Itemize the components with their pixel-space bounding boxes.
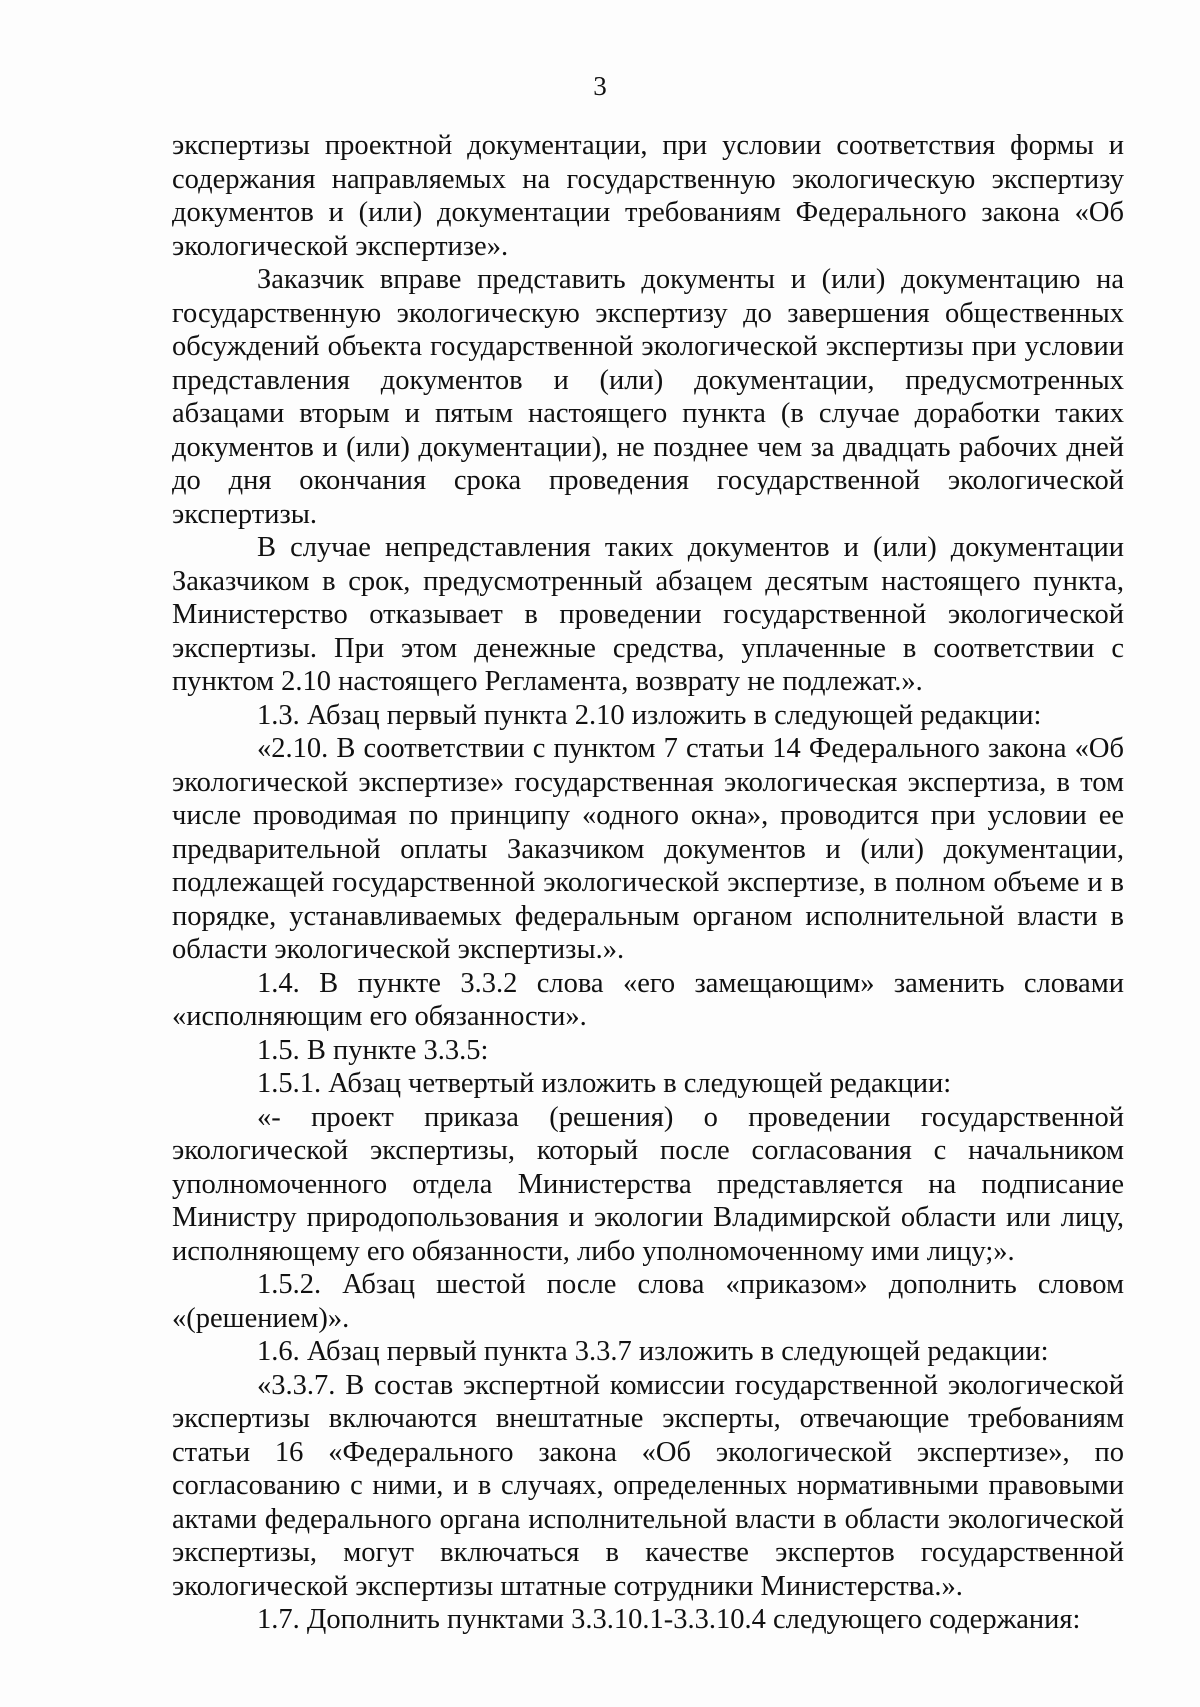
paragraph-item-2-10: «2.10. В соответствии с пунктом 7 статьи 14 Федерального закона «Об экологической экспертизе» государственная экологическая экспертиза, в том числе проводимая по принципу «одного окна», проводится при условии ее предварительной оплаты Заказчиком документов и (или) документации, подлежащей государственной экологической экспертизе, в полном объеме и в порядке, устанавливаемых федеральным органом исполнительной власти в области экологической экспертизы.». [172, 733, 1124, 965]
paragraph-customer-right: Заказчик вправе представить документы и (или) документацию на государственную экологическую экспертизу до завершения общественных обсуждений объекта государственной экологической экспертизы при условии представления документов и (или) документации, предусмотренных абзацами вторым и пятым настоящего пункта (в случае доработки таких документов и (или) документации), не позднее чем за двадцать рабочих дней до дня окончания срока проведения государственной экологической экспертизы. [172, 264, 1124, 530]
paragraph-item-1-4: 1.4. В пункте 3.3.2 слова «его замещающим» заменить словами «исполняющим его обязанности». [172, 967, 1124, 1032]
paragraph-item-1-5-2: 1.5.2. Абзац шестой после слова «приказом» дополнить словом «(решением)». [172, 1269, 1124, 1334]
paragraph-item-1-7: 1.7. Дополнить пунктами 3.3.10.1-3.3.10.4 следующего содержания: [257, 1604, 1081, 1635]
paragraph-item-1-5-1: 1.5.1. Абзац четвертый изложить в следующей редакции: [257, 1068, 952, 1099]
paragraph-draft-order: «- проект приказа (решения) о проведении государственной экологической экспертизы, который после согласования с начальником уполномоченного отдела Министерства представляется на подписание Министру природопользования и экологии Владимирской области или лицу, исполняющему его обязанности, либо уполномоченному ими лицу;». [172, 1101, 1124, 1267]
page-number: 3 [593, 71, 607, 101]
paragraph-item-1-6: 1.6. Абзац первый пункта 3.3.7 изложить в следующей редакции: [257, 1336, 1049, 1367]
paragraph-item-1-3: 1.3. Абзац первый пункта 2.10 изложить в следующей редакции: [257, 699, 1042, 731]
paragraph-item-3-3-7: «3.3.7. В состав экспертной комиссии государственной экологической экспертизы включаются внештатные эксперты, отвечающие требованиям статьи 16 «Федерального закона «Об экологической экспертизе», по согласованию с ними, и в случаях, определенных нормативными правовыми актами федерального органа исполнительной власти в области экологической экспертизы, могут включаться в качестве экспертов государственной экологической экспертизы штатные сотрудники Министерства.». [172, 1369, 1124, 1602]
paragraph-continuation: экспертизы проектной документации, при условии соответствия формы и содержания направляемых на государственную экологическую экспертизу документов и (или) документации требованиям Федерального закона «Об экологической экспертизе». [172, 130, 1124, 262]
paragraph-refusal: В случае непредставления таких документов и (или) документации Заказчиком в срок, предусмотренный абзацем десятым настоящего пункта, Министерство отказывает в проведении государственной экологической экспертизы. При этом денежные средства, уплаченные в соответствии с пунктом 2.10 настоящего Регламента, возврату не подлежат.». [172, 532, 1124, 697]
document-body [172, 129, 1124, 1637]
paragraph-item-1-5: 1.5. В пункте 3.3.5: [257, 1034, 489, 1066]
